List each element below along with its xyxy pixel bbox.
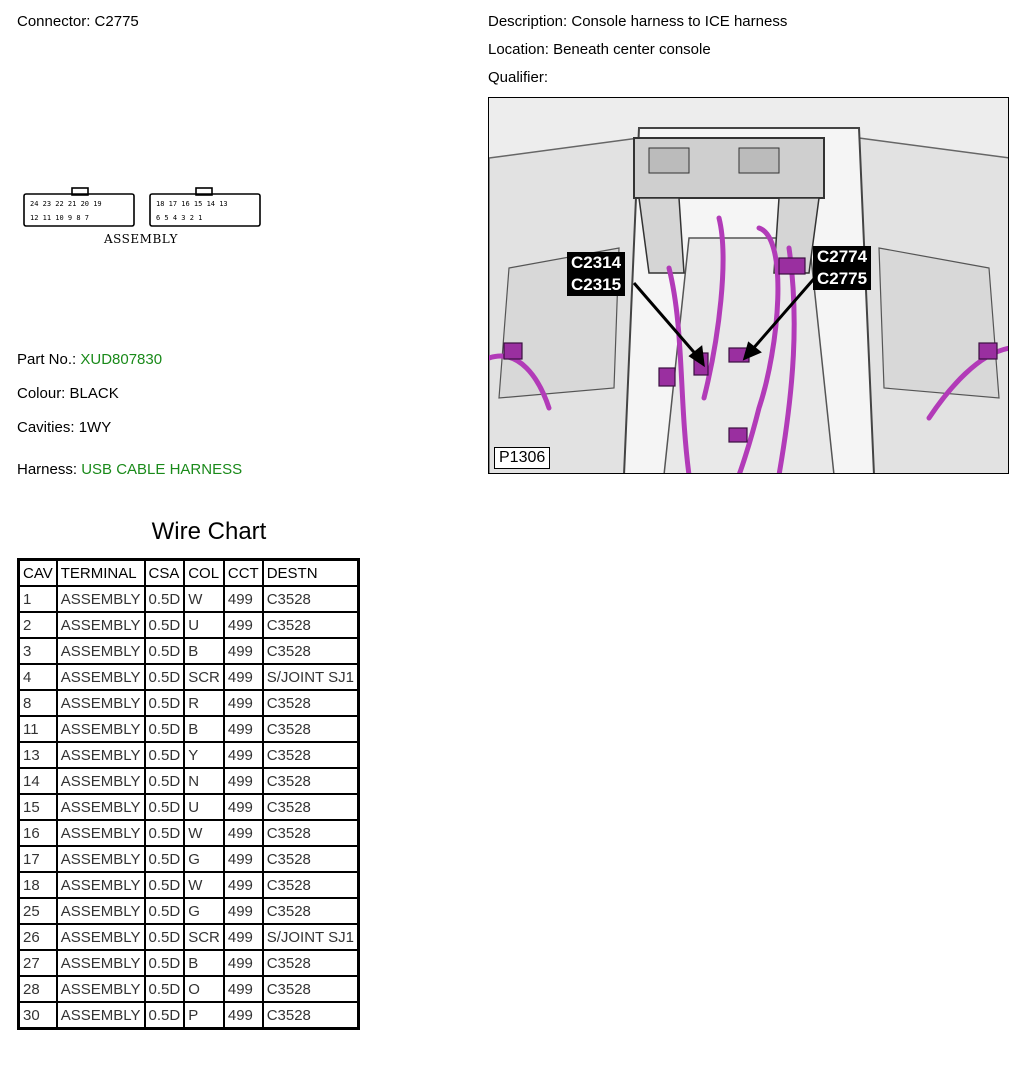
cell-cav: 28 — [19, 976, 57, 1002]
cell-col: R — [184, 690, 224, 716]
cell-col: SCR — [184, 664, 224, 690]
part-no-field — [17, 351, 162, 369]
table-row — [19, 690, 359, 716]
location-value: Beneath center console — [553, 41, 711, 58]
assembly-caption: ASSEMBLY — [104, 232, 178, 246]
part-no-label: Part No.: — [17, 351, 77, 368]
harness-label: Harness: — [17, 461, 78, 478]
cell-col: W — [184, 820, 224, 846]
cavities-value: 1WY — [78, 419, 112, 436]
right-top-pin-numbers: 18 17 16 15 14 13 — [156, 200, 228, 208]
cell-destn: C3528 — [263, 976, 359, 1002]
callout-c2314: C2314 — [567, 252, 625, 274]
cell-cav: 25 — [19, 898, 57, 924]
cell-cav: 11 — [19, 716, 57, 742]
cell-cct: 499 — [224, 716, 263, 742]
cell-destn: C3528 — [263, 586, 359, 612]
cell-terminal: ASSEMBLY — [57, 976, 145, 1002]
table-header-row — [19, 560, 359, 587]
column-header-terminal: TERMINAL — [57, 560, 145, 587]
cell-col: P — [184, 1002, 224, 1029]
location-field — [488, 41, 711, 59]
cell-cct: 499 — [224, 638, 263, 664]
cell-cct: 499 — [224, 1002, 263, 1029]
cell-csa: 0.5D — [145, 976, 185, 1002]
cell-terminal: ASSEMBLY — [57, 1002, 145, 1029]
cell-cct: 499 — [224, 794, 263, 820]
description-field — [488, 13, 787, 31]
cell-terminal: ASSEMBLY — [57, 664, 145, 690]
table-row — [19, 612, 359, 638]
connector-value: C2775 — [94, 13, 139, 30]
table-row — [19, 872, 359, 898]
cell-csa: 0.5D — [145, 872, 185, 898]
description-label: Description: — [488, 13, 568, 30]
cell-terminal: ASSEMBLY — [57, 690, 145, 716]
cell-cct: 499 — [224, 872, 263, 898]
table-row — [19, 976, 359, 1002]
cell-destn: S/JOINT SJ1 — [263, 924, 359, 950]
cell-csa: 0.5D — [145, 638, 185, 664]
cell-csa: 0.5D — [145, 950, 185, 976]
wire-chart-table — [17, 558, 360, 1030]
left-bottom-pin-numbers: 12 11 10 9 8 7 — [30, 214, 90, 222]
table-row — [19, 586, 359, 612]
qualifier-label: Qualifier: — [488, 69, 549, 86]
cell-csa: 0.5D — [145, 846, 185, 872]
cell-terminal: ASSEMBLY — [57, 846, 145, 872]
cell-destn: C3528 — [263, 638, 359, 664]
callout-c2775: C2775 — [813, 268, 871, 290]
cell-col: O — [184, 976, 224, 1002]
cell-terminal: ASSEMBLY — [57, 716, 145, 742]
cell-col: N — [184, 768, 224, 794]
cell-cct: 499 — [224, 950, 263, 976]
cell-destn: C3528 — [263, 690, 359, 716]
cell-terminal: ASSEMBLY — [57, 638, 145, 664]
cell-cav: 30 — [19, 1002, 57, 1029]
cell-col: W — [184, 586, 224, 612]
table-row — [19, 716, 359, 742]
image-id-label: P1306 — [494, 447, 550, 469]
cell-csa: 0.5D — [145, 794, 185, 820]
table-row — [19, 820, 359, 846]
cell-terminal: ASSEMBLY — [57, 924, 145, 950]
cell-destn: C3528 — [263, 872, 359, 898]
connector-field — [17, 13, 139, 31]
location-image — [488, 97, 1009, 474]
cell-cav: 18 — [19, 872, 57, 898]
column-header-cct: CCT — [224, 560, 263, 587]
cell-cav: 8 — [19, 690, 57, 716]
cell-cav: 27 — [19, 950, 57, 976]
cell-cct: 499 — [224, 690, 263, 716]
cell-csa: 0.5D — [145, 898, 185, 924]
cell-destn: C3528 — [263, 768, 359, 794]
cell-csa: 0.5D — [145, 664, 185, 690]
cell-terminal: ASSEMBLY — [57, 794, 145, 820]
cell-col: G — [184, 846, 224, 872]
cell-col: Y — [184, 742, 224, 768]
cell-destn: C3528 — [263, 820, 359, 846]
cell-destn: C3528 — [263, 716, 359, 742]
cell-cct: 499 — [224, 820, 263, 846]
column-header-csa: CSA — [145, 560, 185, 587]
left-top-pin-numbers: 24 23 22 21 20 19 — [30, 200, 102, 208]
cell-csa: 0.5D — [145, 820, 185, 846]
cell-cct: 499 — [224, 586, 263, 612]
column-header-col: COL — [184, 560, 224, 587]
cell-terminal: ASSEMBLY — [57, 612, 145, 638]
cell-terminal: ASSEMBLY — [57, 898, 145, 924]
qualifier-field — [488, 69, 548, 87]
table-row — [19, 664, 359, 690]
cell-csa: 0.5D — [145, 586, 185, 612]
cell-cct: 499 — [224, 898, 263, 924]
wire-chart-body — [19, 586, 359, 1029]
cell-destn: C3528 — [263, 898, 359, 924]
cell-cav: 3 — [19, 638, 57, 664]
table-row — [19, 768, 359, 794]
cell-destn: C3528 — [263, 742, 359, 768]
table-row — [19, 846, 359, 872]
colour-value: BLACK — [69, 385, 119, 402]
column-header-cav: CAV — [19, 560, 57, 587]
cell-destn: C3528 — [263, 950, 359, 976]
cell-terminal: ASSEMBLY — [57, 742, 145, 768]
cell-col: B — [184, 950, 224, 976]
cell-cav: 26 — [19, 924, 57, 950]
table-row — [19, 742, 359, 768]
wire-chart-title: Wire Chart — [151, 518, 267, 545]
cell-cav: 1 — [19, 586, 57, 612]
cell-terminal: ASSEMBLY — [57, 950, 145, 976]
cell-cct: 499 — [224, 742, 263, 768]
cell-csa: 0.5D — [145, 742, 185, 768]
cell-destn: S/JOINT SJ1 — [263, 664, 359, 690]
cell-cav: 14 — [19, 768, 57, 794]
part-no-value[interactable]: XUD807830 — [80, 351, 163, 368]
cell-col: B — [184, 716, 224, 742]
cell-csa: 0.5D — [145, 924, 185, 950]
cell-col: SCR — [184, 924, 224, 950]
connector-label: Connector: — [17, 13, 91, 30]
cell-csa: 0.5D — [145, 690, 185, 716]
harness-field — [17, 461, 242, 479]
callout-c2774: C2774 — [813, 246, 871, 268]
column-header-destn: DESTN — [263, 560, 359, 587]
cell-cav: 16 — [19, 820, 57, 846]
cavities-field — [17, 419, 111, 437]
cell-cav: 15 — [19, 794, 57, 820]
table-row — [19, 638, 359, 664]
cell-cct: 499 — [224, 664, 263, 690]
cavities-label: Cavities: — [17, 419, 75, 436]
cell-cav: 2 — [19, 612, 57, 638]
cell-terminal: ASSEMBLY — [57, 820, 145, 846]
cell-cct: 499 — [224, 768, 263, 794]
colour-field — [17, 385, 119, 403]
cell-csa: 0.5D — [145, 1002, 185, 1029]
table-row — [19, 794, 359, 820]
description-value: Console harness to ICE harness — [571, 13, 788, 30]
cell-col: G — [184, 898, 224, 924]
right-bottom-pin-numbers: 6 5 4 3 2 1 — [156, 214, 203, 222]
table-row — [19, 1002, 359, 1029]
harness-value[interactable]: USB CABLE HARNESS — [81, 461, 243, 478]
location-label: Location: — [488, 41, 549, 58]
cell-destn: C3528 — [263, 846, 359, 872]
cell-cct: 499 — [224, 612, 263, 638]
cell-cav: 17 — [19, 846, 57, 872]
cell-cav: 13 — [19, 742, 57, 768]
callout-c2315: C2315 — [567, 274, 625, 296]
table-row — [19, 898, 359, 924]
cell-cct: 499 — [224, 846, 263, 872]
cell-csa: 0.5D — [145, 768, 185, 794]
cell-destn: C3528 — [263, 1002, 359, 1029]
cell-csa: 0.5D — [145, 716, 185, 742]
cell-col: B — [184, 638, 224, 664]
cell-cct: 499 — [224, 976, 263, 1002]
cell-cct: 499 — [224, 924, 263, 950]
cell-csa: 0.5D — [145, 612, 185, 638]
table-row — [19, 924, 359, 950]
cell-destn: C3528 — [263, 794, 359, 820]
cell-col: U — [184, 794, 224, 820]
cell-destn: C3528 — [263, 612, 359, 638]
cell-col: U — [184, 612, 224, 638]
cell-terminal: ASSEMBLY — [57, 768, 145, 794]
cell-cav: 4 — [19, 664, 57, 690]
table-row — [19, 950, 359, 976]
cell-terminal: ASSEMBLY — [57, 586, 145, 612]
colour-label: Colour: — [17, 385, 66, 402]
cell-terminal: ASSEMBLY — [57, 872, 145, 898]
cell-col: W — [184, 872, 224, 898]
